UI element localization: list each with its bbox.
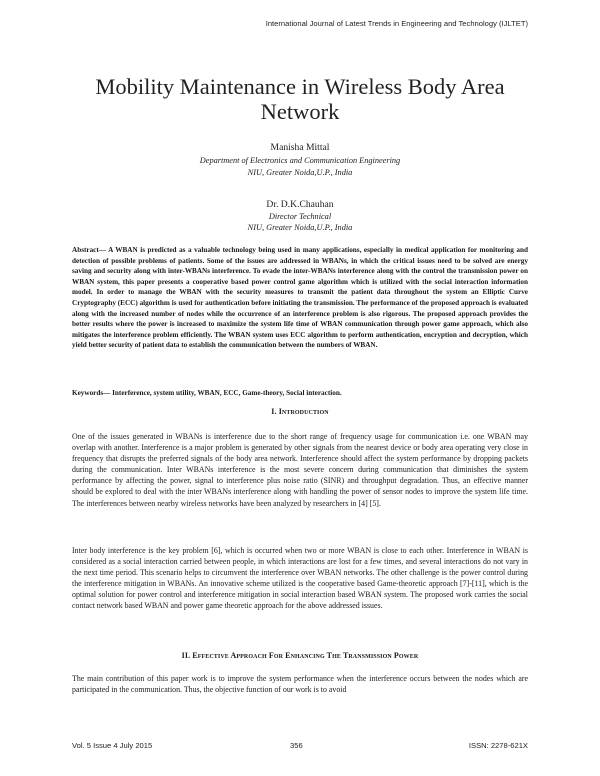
section-2-paragraph-1: The main contribution of this paper work is to improve the system performance when the interference occurs between the nodes which are participated in the communication. Thus, the objective function of our work is to avoid: [72, 674, 528, 695]
author-2-name: Dr. D.K.Chauhan: [266, 199, 334, 210]
title-line-2: Network: [260, 99, 340, 124]
paper-title: [0, 74, 600, 124]
abstract: Abstract— A WBAN is predicted as a valuable technology being used in many applications, especially in medical application for monitoring and detection of possible problems of patients. Some of the issues are addressed in WBANs, in which the critical issues need to be solved are energy saving and security along with inter-WBANs interference. To evade the inter-WBANs interference along with the control the transmission power on WBAN system, this paper presents a cooperative based power control game algorithm which is utilized with the social interaction information model. In order to manage the WBAN with the security measures to transmit the patient data throughout the system an Elliptic Curve Cryptography (ECC) algorithm is used for authentication before initiating the transmission. The performance of the proposed approach is evaluated along with the increased number of nodes while the occurrence of an interference problem is also rigorous. The proposed approach provides the better results where the power is increased to maximize the system life time of WBAN communication through power game approach, which also mitigates the interference problem efficiently. The WBAN system uses ECC algorithm to perform authentication, encryption and decryption, which yield better security of patient data to establish the communication between the numbers of WBAN.: [72, 246, 528, 350]
section-1-paragraph-1: One of the issues generated in WBANs is interference due to the short range of frequency usage for communication i.e. one WBAN may overlap with another. Interference is a major problem is generated by other signals from the nearest device or body area operating very close in frequency that disrupts the preferred signals of the body area network. Interference should affect the system performance by dropping packets during the communication. Inter WBANs interference is the most severe concern during communication that diminishes the system performance by affecting the power, signal to interference plus noise ratio (SINR) and throughput degradation. Thus, an effective manner should be explored to deal with the inter WBANs interference along with handling the power of sensor nodes to improve the system life time. The interferences between nearby wireless networks have been analyzed by researchers in [4] [5].: [72, 432, 528, 508]
section-2-heading: II. Effective Approach For Enhancing The Transmission Power: [181, 651, 419, 660]
footer-issn: ISSN: 2278-621X: [468, 741, 528, 750]
section-1-heading: I. Introduction: [271, 407, 329, 416]
author-1-department: Department of Electronics and Communication Engineering: [199, 156, 401, 165]
keywords: Keywords— Interference, system utility, WBAN, ECC, Game-theory, Social interaction.: [72, 389, 342, 397]
journal-header: International Journal of Latest Trends in Engineering and Technology (IJLTET): [265, 19, 528, 28]
author-2-title: Director Technical: [268, 212, 332, 221]
title-line-1: Mobility Maintenance in Wireless Body Area: [95, 74, 505, 99]
author-2-location: NIU, Greater Noida,U.P., India: [247, 223, 353, 232]
author-1-name: Manisha Mittal: [270, 142, 330, 153]
author-1-location: NIU, Greater Noida,U.P., India: [247, 168, 353, 177]
section-1-paragraph-2: Inter body interference is the key problem [6], which is occurred when two or more WBAN is close to each other. Interference in WBAN is considered as a social interaction carried between people, in which interactions are lost for a few times, and several interactions do not vary in the next time period. This scenario helps to circumvent the interference over WBAN networks. The other challenge is the power control during the interference mitigation in WBANs. An innovative scheme utilized is the cooperative based Game-theoretic approach [7]-[11], which is the optimal solution for power control and interference mitigation in social interaction based WBAN system. The proposed work carries the social contact network based WBAN and power game theoretic approach for the above addressed issues.: [72, 546, 528, 611]
footer-volume: Vol. 5 Issue 4 July 2015: [72, 741, 153, 750]
footer-page-number: 356: [290, 741, 303, 750]
